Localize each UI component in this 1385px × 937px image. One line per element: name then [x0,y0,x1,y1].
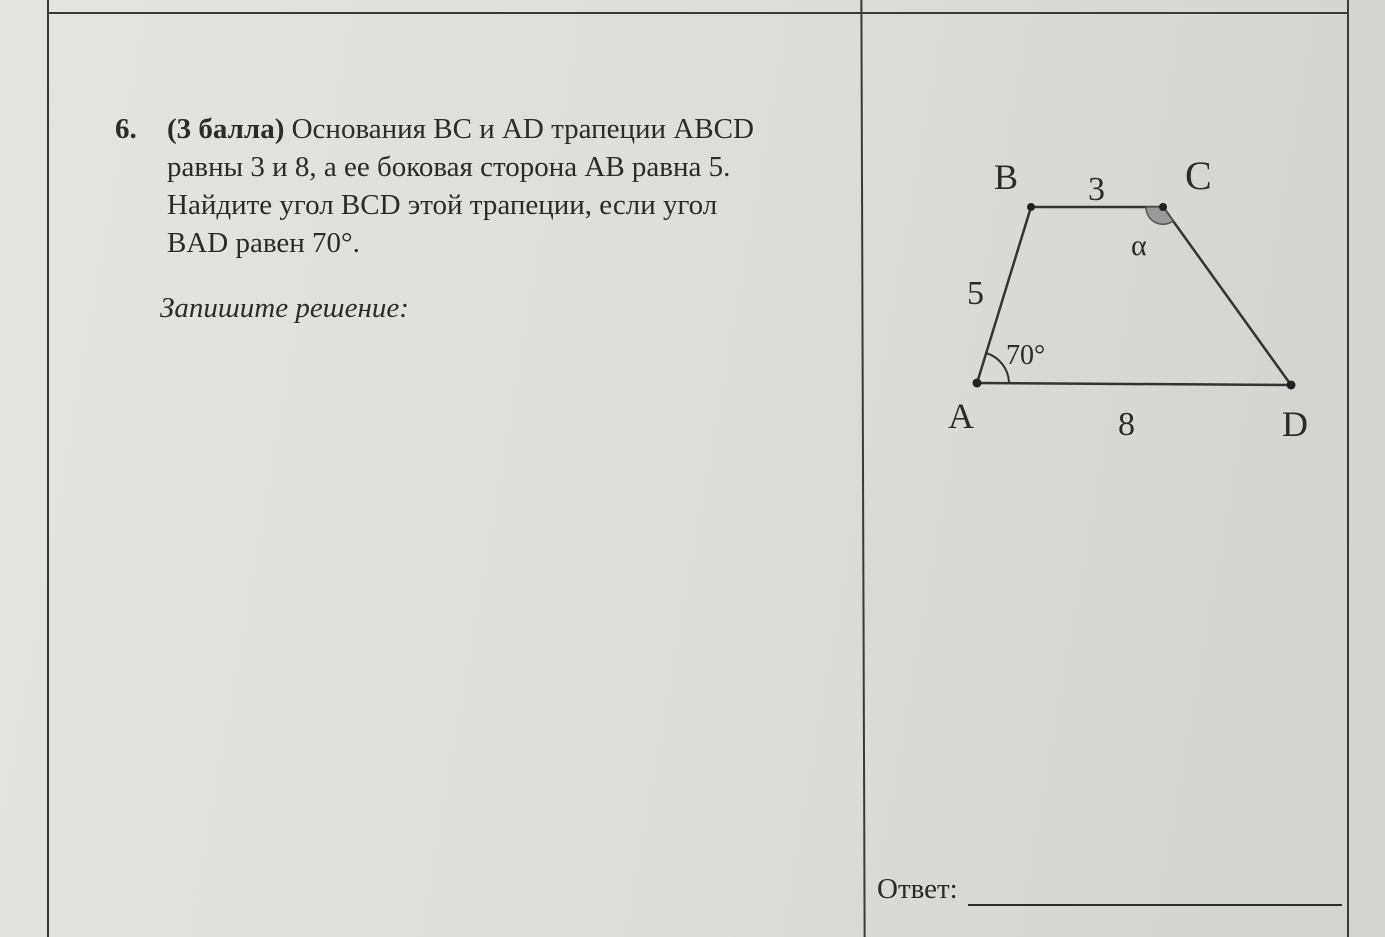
label-b: B [994,157,1019,197]
label-c: C [1185,153,1212,198]
side-ad [977,383,1291,385]
label-angle-a: 70° [1006,340,1046,371]
side-cd [1163,207,1291,385]
vertex-c-dot [1159,203,1167,211]
task-line-1-text: Основания BC и AD трапеции ABCD [291,113,754,145]
answer-line[interactable] [968,904,1342,906]
solution-prompt: Запишите решение: [160,292,409,324]
angle-c-shaded [1146,207,1173,224]
task-points: (3 балла) [167,113,285,145]
vertex-d-dot [1287,381,1296,390]
label-side-bc: 3 [1088,171,1105,208]
task-number: 6. [115,113,137,145]
vertex-b-dot [1027,203,1035,211]
label-side-ab: 5 [967,275,984,312]
task-line-2: равны 3 и 8, а ее боковая сторона AB равна 5. [167,151,731,183]
task-line-4: BAD равен 70°. [167,227,360,259]
answer-label: Ответ: [877,873,958,905]
task-line-3: Найдите угол BCD этой трапеции, если угол [167,189,718,221]
label-angle-c: α [1131,229,1147,262]
label-side-ad: 8 [1118,406,1135,443]
vertex-a-dot [973,379,982,388]
label-d: D [1282,404,1308,444]
label-a: A [948,396,974,436]
